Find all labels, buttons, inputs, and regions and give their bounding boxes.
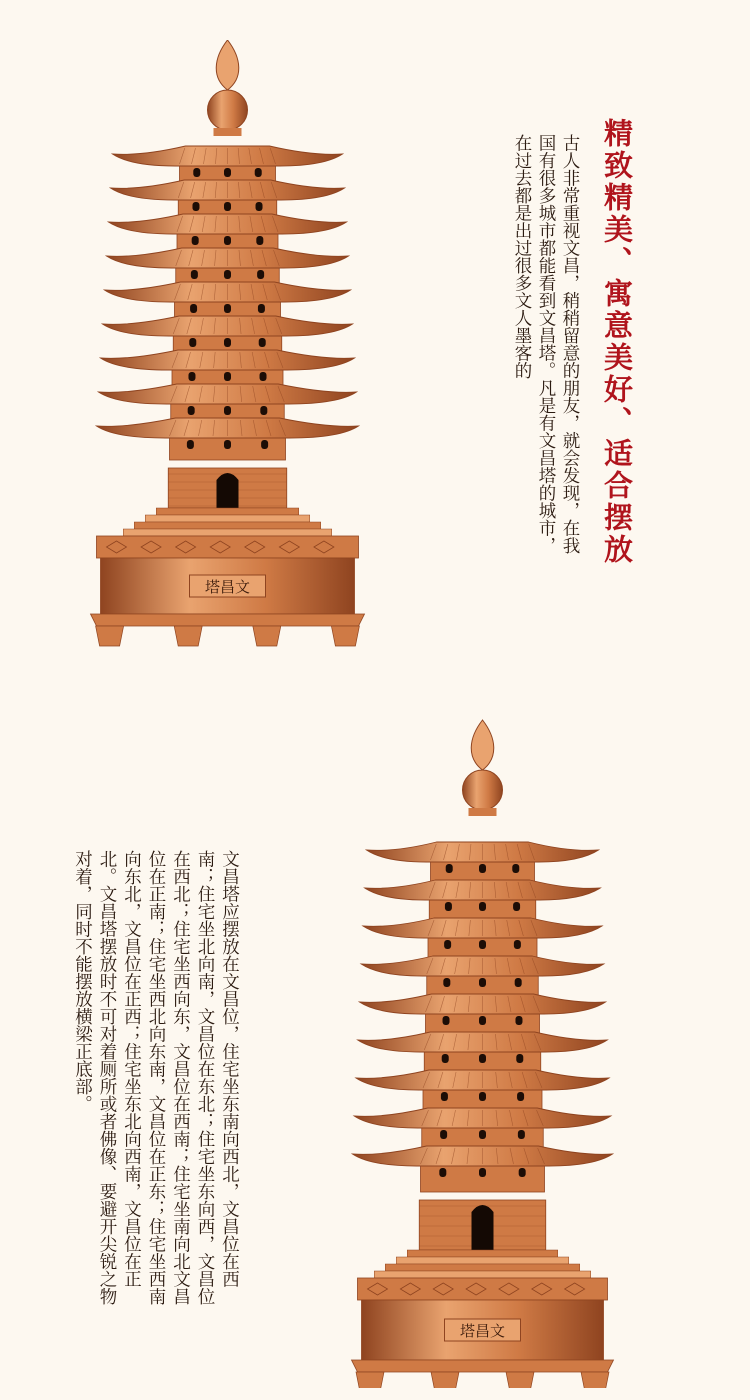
- tier-window: [224, 440, 231, 449]
- tier-window: [519, 1168, 526, 1177]
- tier-window: [517, 1092, 524, 1101]
- tier-window: [260, 372, 267, 381]
- tier-window: [479, 1054, 486, 1063]
- tier-window: [224, 168, 231, 177]
- pagoda-door: [472, 1205, 494, 1250]
- tier-window: [441, 1092, 448, 1101]
- base-step: [374, 1271, 591, 1278]
- base-foot: [356, 1372, 384, 1388]
- tier-window: [224, 372, 231, 381]
- base-step: [385, 1264, 580, 1271]
- finial-ball: [208, 90, 248, 130]
- base-foot: [331, 626, 359, 646]
- pagoda-photo-bottom: [345, 718, 620, 1388]
- tier-window: [515, 1016, 522, 1025]
- base-foot: [96, 626, 124, 646]
- plinth-band: [358, 1278, 608, 1300]
- finial-collar: [214, 128, 242, 136]
- tier-window: [445, 902, 452, 911]
- tier-window: [479, 902, 486, 911]
- base-foot: [581, 1372, 609, 1388]
- tier-window: [518, 1130, 525, 1139]
- tier-window: [260, 406, 267, 415]
- tier-window: [224, 270, 231, 279]
- tier-window: [190, 304, 197, 313]
- tier-window: [443, 1016, 450, 1025]
- placement-paragraph: 文昌塔应摆放在文昌位，住宅坐东南向西北，文昌位在西南；住宅坐北向南，文昌位在东北；住宅坐东向西，文昌位在西北；住宅坐西向东，文昌位在西南；住宅坐南向北文昌位在正南；住宅坐西北向东南，文昌位在正东；住宅坐西南向东北，文昌位在正西；住宅坐东北向西南，文昌位在正北。文昌塔摆放时不可对着厕所或者佛像、要避开尖锐之物对着，同时不能摆放横梁正底部。: [72, 850, 240, 1305]
- tier-window: [188, 372, 195, 381]
- tier-window: [192, 236, 199, 245]
- finial-collar: [469, 808, 497, 816]
- base-foot: [253, 626, 281, 646]
- tier-window: [255, 168, 262, 177]
- tier-window: [515, 978, 522, 987]
- tier-window: [479, 1130, 486, 1139]
- pagoda-plaque-text: 塔昌文: [459, 1322, 506, 1340]
- tier-window: [479, 978, 486, 987]
- tier-window: [440, 1130, 447, 1139]
- tier-window: [446, 864, 453, 873]
- tier-window: [479, 940, 486, 949]
- base-foot: [174, 626, 202, 646]
- tier-window: [257, 270, 264, 279]
- tier-window: [187, 440, 194, 449]
- finial-bud: [216, 40, 239, 90]
- pagoda-plaque-text: 塔昌文: [204, 578, 251, 596]
- tier-window: [256, 202, 263, 211]
- tier-window: [479, 1016, 486, 1025]
- tier-window: [479, 1092, 486, 1101]
- tier-window: [224, 338, 231, 347]
- tier-window: [193, 168, 200, 177]
- tier-window: [224, 304, 231, 313]
- base-rim: [91, 614, 365, 626]
- tier-window: [261, 440, 268, 449]
- intro-paragraph: 古人非常重视文昌，稍稍留意的朋友，就会发现，在我国有很多城市都能看到文昌塔。凡是有文昌塔的城市，在过去都是出过很多文人墨客的: [512, 134, 580, 554]
- tier-window: [256, 236, 263, 245]
- base-foot: [506, 1372, 534, 1388]
- tier-window: [443, 978, 450, 987]
- tier-window: [224, 202, 231, 211]
- tier-window: [513, 902, 520, 911]
- tier-window: [224, 406, 231, 415]
- tier-window: [192, 202, 199, 211]
- tier-window: [444, 940, 451, 949]
- tier-window: [516, 1054, 523, 1063]
- tier-window: [479, 1168, 486, 1177]
- finial-ball: [463, 770, 503, 810]
- pagoda-door: [217, 473, 239, 508]
- base-foot: [431, 1372, 459, 1388]
- tier-window: [189, 338, 196, 347]
- pagoda-photo-top: [85, 40, 370, 660]
- tier-window: [259, 338, 266, 347]
- plinth-band: [97, 536, 359, 558]
- tier-window: [258, 304, 265, 313]
- base-step: [396, 1257, 569, 1264]
- base-step: [134, 522, 321, 529]
- headline-text: 精致精美、寓意美好、适合摆放: [600, 118, 634, 566]
- tier-window: [479, 864, 486, 873]
- tier-window: [191, 270, 198, 279]
- finial-bud: [471, 720, 494, 770]
- tier-window: [188, 406, 195, 415]
- tier-window: [512, 864, 519, 873]
- base-step: [123, 529, 332, 536]
- tier-window: [439, 1168, 446, 1177]
- base-step: [145, 515, 310, 522]
- base-rim: [352, 1360, 614, 1372]
- tier-window: [224, 236, 231, 245]
- base-step: [407, 1250, 558, 1257]
- tier-window: [514, 940, 521, 949]
- tier-window: [442, 1054, 449, 1063]
- base-step: [156, 508, 299, 515]
